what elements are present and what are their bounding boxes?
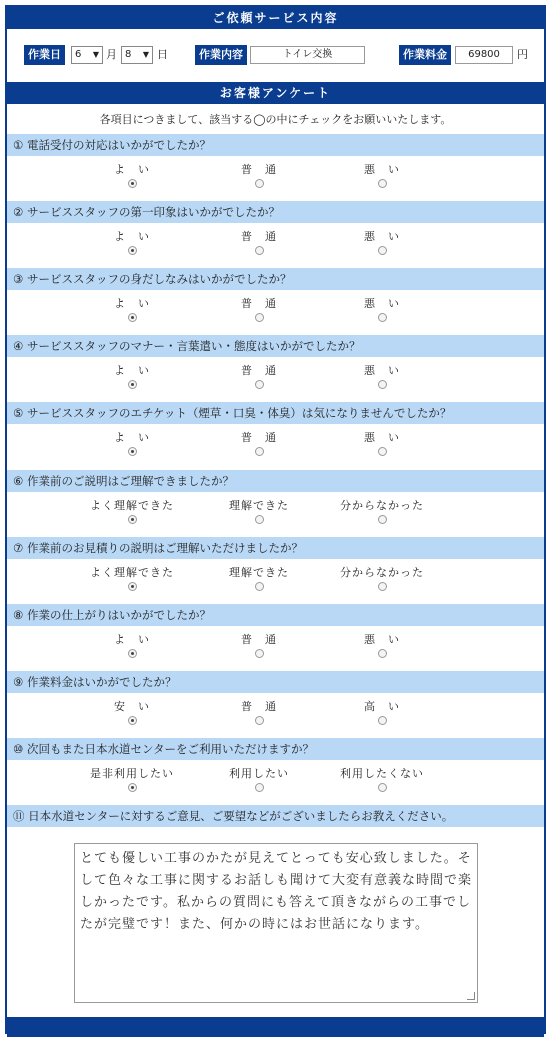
radio-button[interactable] bbox=[128, 380, 137, 389]
radio-button[interactable] bbox=[255, 380, 264, 389]
answer-option bbox=[72, 162, 192, 191]
answer-options bbox=[7, 565, 544, 599]
comment-question-header: ⑪ 日本水道センターに対するご意見、ご要望などがございましたらお教えください。 bbox=[7, 805, 544, 827]
question-header: ⑩ 次回もまた日本水道センターをご利用いただけますか？ bbox=[7, 738, 544, 760]
answer-option bbox=[199, 296, 319, 325]
survey-form bbox=[5, 5, 546, 1034]
footer-band bbox=[7, 1017, 544, 1037]
radio-button[interactable] bbox=[128, 246, 137, 255]
option-label: よ い bbox=[114, 163, 150, 176]
chevron-down-icon: ▼ bbox=[142, 50, 149, 59]
radio-button[interactable] bbox=[378, 783, 387, 792]
option-label: 悪 い bbox=[364, 230, 400, 243]
radio-button[interactable] bbox=[378, 246, 387, 255]
radio-button[interactable] bbox=[378, 447, 387, 456]
answer-options bbox=[7, 699, 544, 733]
month-value: 6 bbox=[75, 49, 82, 60]
comment-textarea[interactable] bbox=[74, 843, 478, 1003]
answer-option bbox=[199, 699, 319, 728]
radio-button[interactable] bbox=[128, 515, 137, 524]
work-content-field[interactable]: トイレ交換 bbox=[250, 46, 365, 64]
option-label: 悪 い bbox=[364, 163, 400, 176]
answer-option bbox=[322, 162, 442, 191]
radio-button[interactable] bbox=[128, 649, 137, 658]
fee-unit: 円 bbox=[517, 48, 528, 61]
answer-options bbox=[7, 229, 544, 263]
answer-option bbox=[72, 430, 192, 459]
answer-options bbox=[7, 296, 544, 330]
answer-option bbox=[322, 498, 442, 527]
radio-button[interactable] bbox=[378, 716, 387, 725]
answer-option bbox=[199, 766, 319, 795]
option-label: 分からなかった bbox=[340, 566, 424, 579]
option-label: よく理解できた bbox=[90, 566, 174, 579]
option-label: 理解できた bbox=[229, 566, 289, 579]
work-fee-label: 作業料金 bbox=[399, 45, 451, 65]
answer-options bbox=[7, 430, 544, 464]
radio-button[interactable] bbox=[128, 447, 137, 456]
radio-button[interactable] bbox=[255, 649, 264, 658]
radio-button[interactable] bbox=[255, 582, 264, 591]
radio-button[interactable] bbox=[255, 246, 264, 255]
option-label: よ い bbox=[114, 431, 150, 444]
answer-options bbox=[7, 162, 544, 196]
comment-text: とても優しい工事のかたが見えてとっても安心致しました。そして色々な工事に関するお話しも聞けて大変有意義な時間で楽しかったです。私からの質問にも答えて頂きながらの工事でしたが完璧です！また、何かの時にはお世話になります。 bbox=[80, 851, 473, 932]
radio-button[interactable] bbox=[378, 515, 387, 524]
radio-button[interactable] bbox=[378, 380, 387, 389]
option-label: よ い bbox=[114, 297, 150, 310]
work-date-label: 作業日 bbox=[24, 45, 65, 65]
answer-option bbox=[322, 296, 442, 325]
service-details-row bbox=[7, 45, 544, 67]
radio-button[interactable] bbox=[378, 649, 387, 658]
answer-option bbox=[199, 565, 319, 594]
answer-option bbox=[199, 632, 319, 661]
option-label: 悪 い bbox=[364, 431, 400, 444]
answer-option bbox=[199, 162, 319, 191]
radio-button[interactable] bbox=[128, 179, 137, 188]
answer-option bbox=[322, 363, 442, 392]
work-fee-field[interactable]: 69800 bbox=[455, 46, 513, 64]
option-label: よ い bbox=[114, 230, 150, 243]
radio-button[interactable] bbox=[255, 179, 264, 188]
answer-option bbox=[72, 296, 192, 325]
option-label: よく理解できた bbox=[90, 499, 174, 512]
answer-option bbox=[72, 766, 192, 795]
survey-section-header: お客様アンケート bbox=[7, 82, 544, 104]
question-header: ② サービススタッフの第一印象はいかがでしたか？ bbox=[7, 201, 544, 223]
option-label: よ い bbox=[114, 364, 150, 377]
answer-options bbox=[7, 766, 544, 800]
option-label: 分からなかった bbox=[340, 499, 424, 512]
question-header: ③ サービススタッフの身だしなみはいかがでしたか？ bbox=[7, 268, 544, 290]
chevron-down-icon: ▼ bbox=[92, 50, 99, 59]
answer-options bbox=[7, 363, 544, 397]
radio-button[interactable] bbox=[255, 313, 264, 322]
radio-button[interactable] bbox=[255, 447, 264, 456]
option-label: 普 通 bbox=[241, 163, 277, 176]
resize-handle-icon[interactable] bbox=[467, 992, 475, 1000]
answer-options bbox=[7, 632, 544, 666]
answer-option bbox=[72, 565, 192, 594]
option-label: よ い bbox=[114, 633, 150, 646]
answer-option bbox=[72, 699, 192, 728]
question-header: ⑤ サービススタッフのエチケット（煙草・口臭・体臭）は気になりませんでしたか？ bbox=[7, 402, 544, 424]
option-label: 悪 い bbox=[364, 364, 400, 377]
answer-option bbox=[199, 363, 319, 392]
answer-option bbox=[322, 699, 442, 728]
answer-option bbox=[72, 363, 192, 392]
radio-button[interactable] bbox=[255, 783, 264, 792]
option-label: 安 い bbox=[114, 700, 150, 713]
radio-button[interactable] bbox=[378, 582, 387, 591]
answer-option bbox=[72, 229, 192, 258]
answer-option bbox=[199, 498, 319, 527]
question-header: ④ サービススタッフのマナー・言葉遣い・態度はいかがでしたか？ bbox=[7, 335, 544, 357]
work-content-label: 作業内容 bbox=[195, 45, 247, 65]
option-label: 普 通 bbox=[241, 364, 277, 377]
question-header: ⑨ 作業料金はいかがでしたか？ bbox=[7, 671, 544, 693]
radio-button[interactable] bbox=[378, 179, 387, 188]
answer-option bbox=[322, 565, 442, 594]
option-label: 普 通 bbox=[241, 297, 277, 310]
radio-button[interactable] bbox=[128, 716, 137, 725]
option-label: 是非利用したい bbox=[90, 767, 174, 780]
question-header: ⑧ 作業の仕上がりはいかがでしたか？ bbox=[7, 604, 544, 626]
option-label: 普 通 bbox=[241, 700, 277, 713]
radio-button[interactable] bbox=[255, 515, 264, 524]
answer-option bbox=[199, 430, 319, 459]
radio-button[interactable] bbox=[378, 313, 387, 322]
question-header: ⑥ 作業前のご説明はご理解できましたか？ bbox=[7, 470, 544, 492]
service-section-header: ご依頼サービス内容 bbox=[7, 7, 544, 29]
option-label: 普 通 bbox=[241, 633, 277, 646]
day-select[interactable] bbox=[121, 46, 153, 64]
month-unit: 月 bbox=[106, 48, 117, 61]
option-label: 悪 い bbox=[364, 297, 400, 310]
option-label: 理解できた bbox=[229, 499, 289, 512]
radio-button[interactable] bbox=[128, 582, 137, 591]
radio-button[interactable] bbox=[128, 783, 137, 792]
survey-intro: 各項目につきまして、該当する◯の中にチェックをお願いいたします。 bbox=[99, 113, 452, 126]
answer-option bbox=[72, 498, 192, 527]
answer-option bbox=[322, 766, 442, 795]
option-label: 普 通 bbox=[241, 230, 277, 243]
answer-option bbox=[72, 632, 192, 661]
radio-button[interactable] bbox=[255, 716, 264, 725]
radio-button[interactable] bbox=[128, 313, 137, 322]
month-select[interactable] bbox=[71, 46, 103, 64]
day-unit: 日 bbox=[157, 48, 168, 61]
answer-options bbox=[7, 498, 544, 532]
option-label: 利用したい bbox=[229, 767, 289, 780]
question-header: ① 電話受付の対応はいかがでしたか？ bbox=[7, 134, 544, 156]
answer-option bbox=[199, 229, 319, 258]
answer-option bbox=[322, 632, 442, 661]
question-header: ⑦ 作業前のお見積りの説明はご理解いただけましたか？ bbox=[7, 537, 544, 559]
answer-option bbox=[322, 229, 442, 258]
option-label: 高 い bbox=[364, 700, 400, 713]
day-value: 8 bbox=[125, 49, 132, 60]
answer-option bbox=[322, 430, 442, 459]
option-label: 利用したくない bbox=[340, 767, 424, 780]
option-label: 悪 い bbox=[364, 633, 400, 646]
option-label: 普 通 bbox=[241, 431, 277, 444]
